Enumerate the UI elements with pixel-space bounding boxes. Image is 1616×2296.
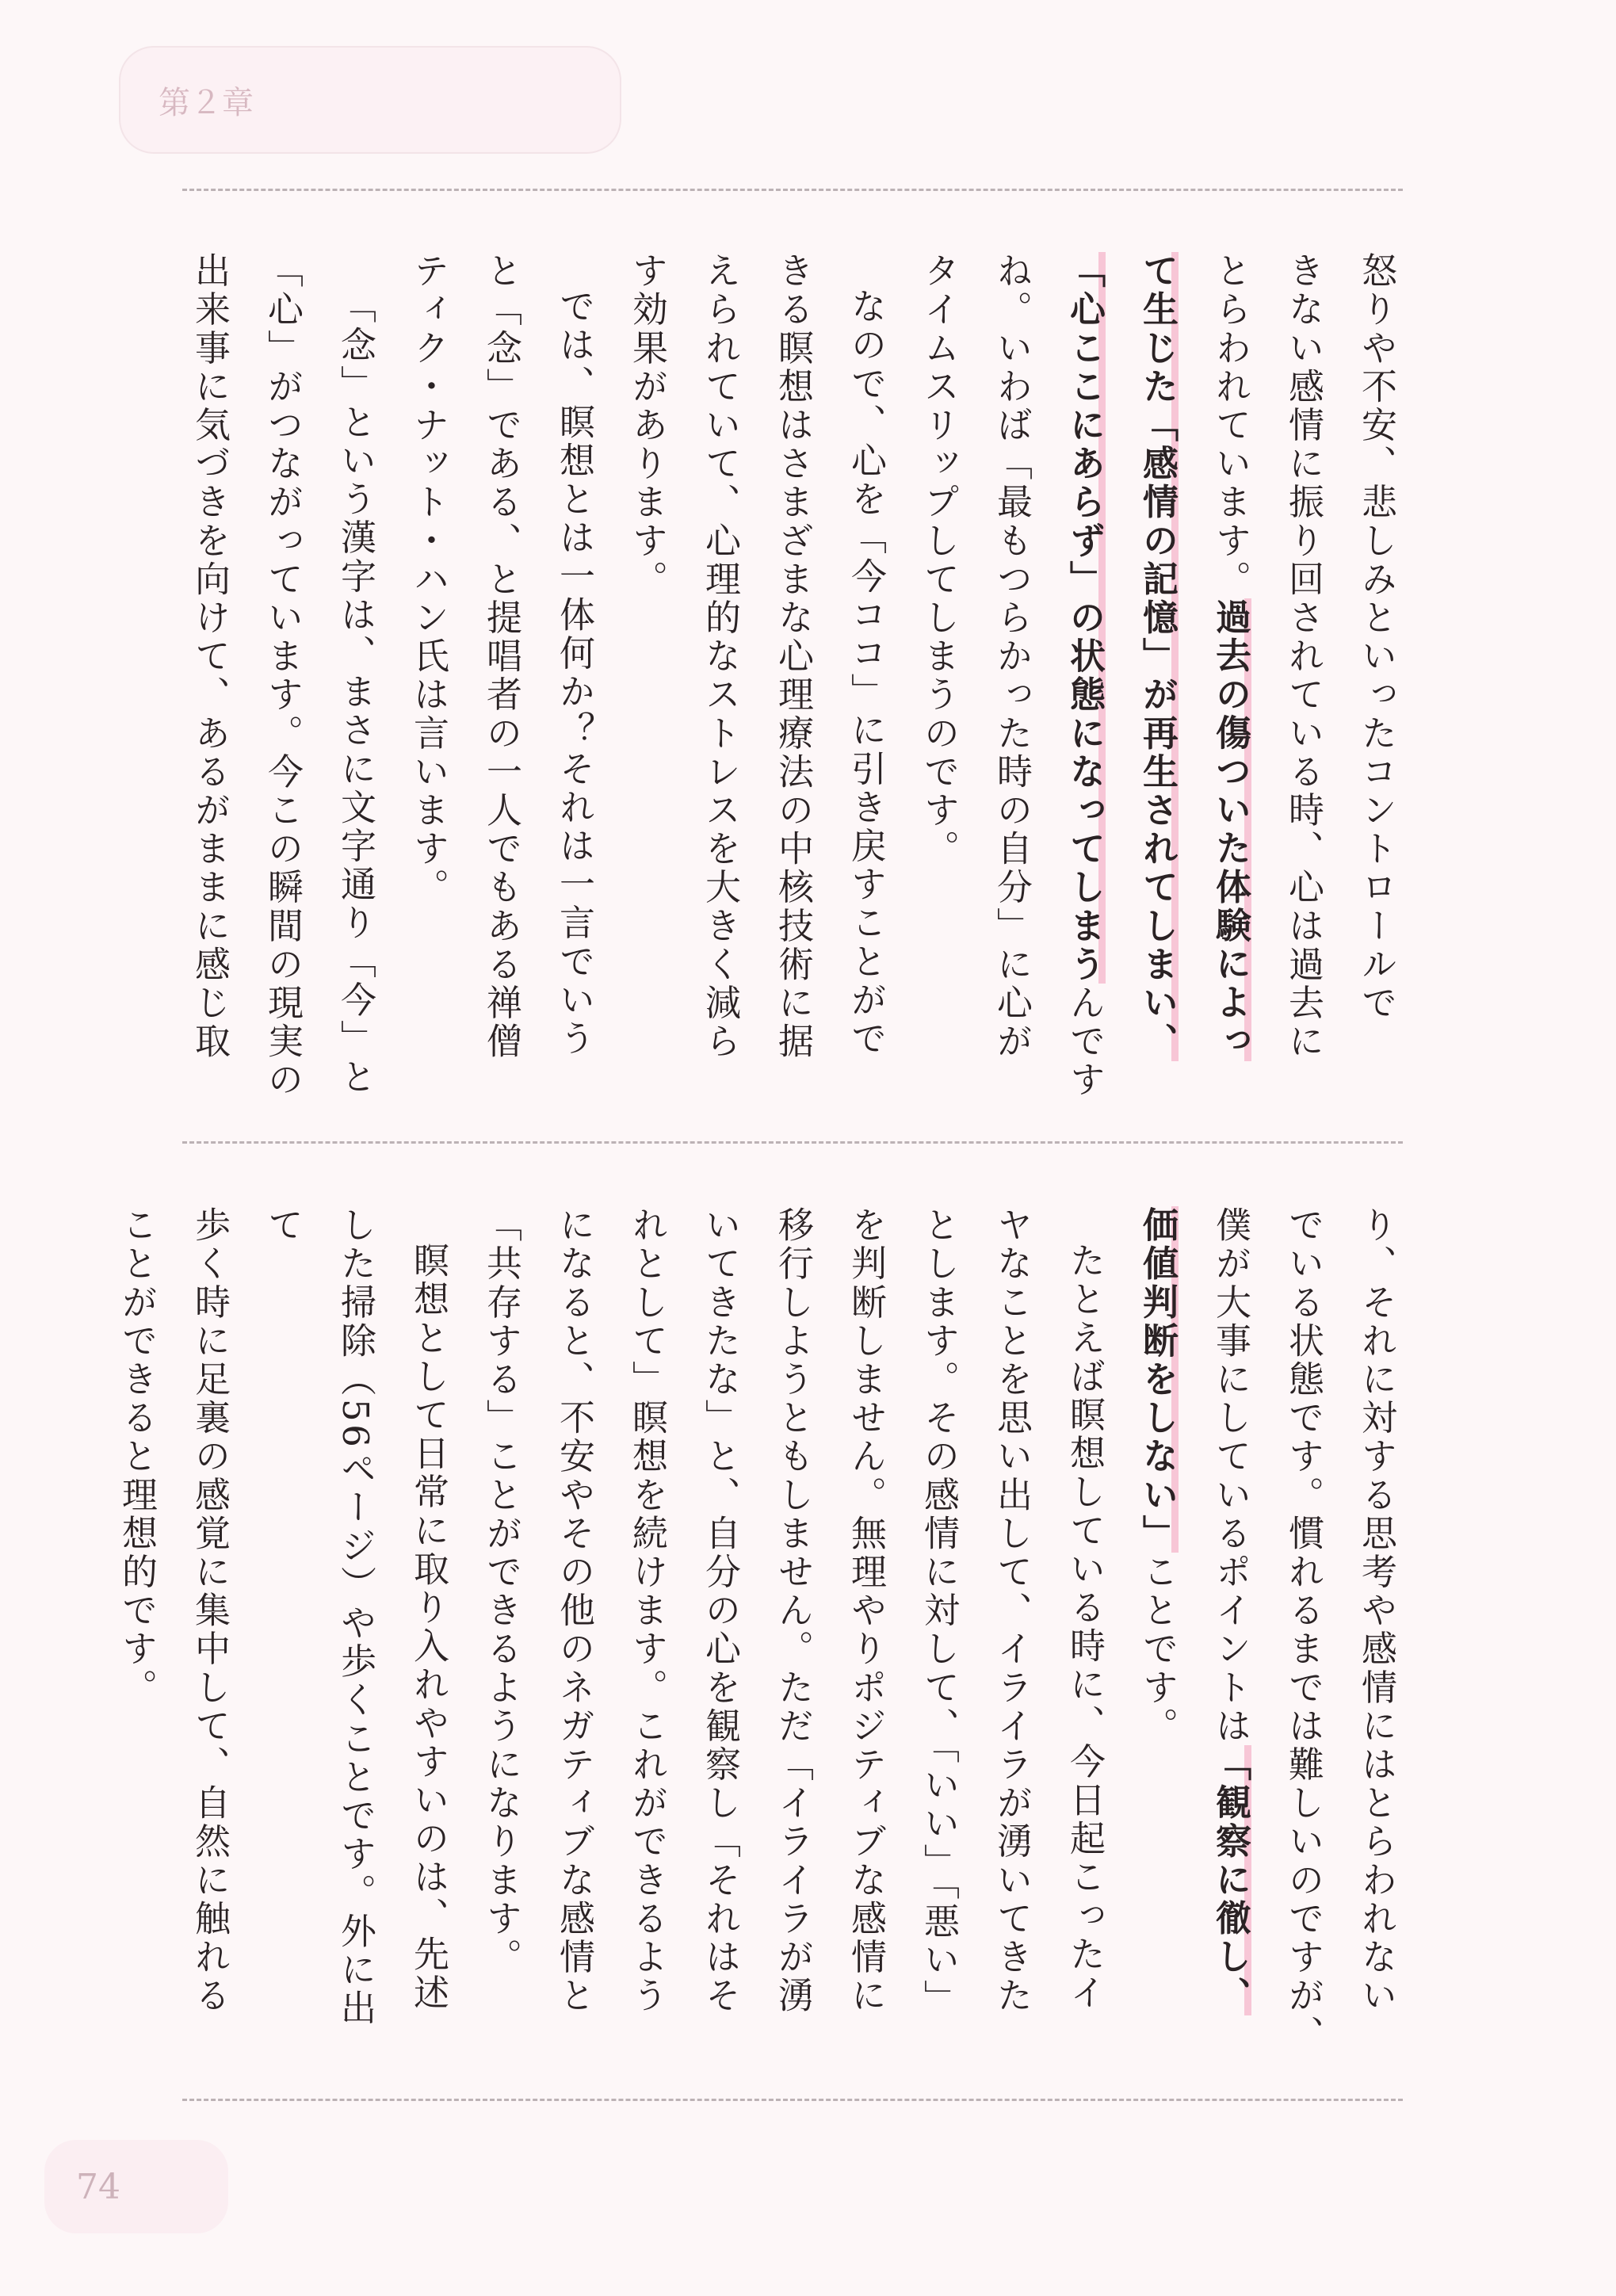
text-line xyxy=(173,252,246,1110)
dashed-divider-bottom xyxy=(182,2099,1403,2101)
text-segment: れとして」瞑想を続けます。これができるよう xyxy=(626,1206,668,2015)
dashed-divider-top xyxy=(182,189,1403,191)
text-segment: きる瞑想はさまざまな心理療法の中核技術に据 xyxy=(772,252,814,1061)
text-segment: タイムスリップしてしまうのです。 xyxy=(918,252,960,869)
text-segment: ヤなことを思い出して、イライラが湧いてきた xyxy=(991,1206,1033,2015)
text-line xyxy=(537,252,610,1110)
text-line xyxy=(1194,252,1266,1110)
text-line xyxy=(1339,252,1412,1110)
text-line xyxy=(1121,252,1194,1110)
text-segment: 怒りや不安、悲しみといったコントロールで xyxy=(1355,252,1397,1022)
text-line xyxy=(246,1206,392,2064)
text-line xyxy=(610,1206,683,2064)
text-segment: んです xyxy=(1064,984,1106,1100)
text-line xyxy=(392,1206,464,2064)
text-line xyxy=(1194,1206,1266,2064)
dashed-divider-middle xyxy=(182,1141,1403,1144)
text-line xyxy=(975,252,1048,1110)
text-segment: になると、不安やその他のネガティブな感情と xyxy=(553,1206,595,2015)
text-line xyxy=(1048,1206,1121,2064)
text-segment: ことです。 xyxy=(1137,1553,1179,1746)
text-segment: した掃除（56ページ）や歩くことです。外に出て xyxy=(262,1206,376,2028)
text-line xyxy=(902,1206,975,2064)
text-line xyxy=(756,252,829,1110)
text-line xyxy=(319,252,392,1110)
text-segment: 「共存する」ことができるようになります。 xyxy=(480,1206,522,1977)
text-line xyxy=(756,1206,829,2064)
text-segment: と「念」である、と提唱者の一人でもある禅僧 xyxy=(480,252,522,1061)
chapter-label: 第２章 xyxy=(159,85,254,121)
text-line xyxy=(1339,1206,1412,2064)
highlighted-phrase: 「観察に徹し、 xyxy=(1209,1745,1251,2015)
highlighted-phrase: 価値判断をしない」 xyxy=(1137,1206,1179,1553)
text-line xyxy=(173,1206,246,2064)
text-line xyxy=(1048,252,1121,1110)
text-line xyxy=(1121,1206,1194,2064)
text-segment: とします。その感情に対して、「いい」「悪い」 xyxy=(918,1206,960,2019)
page-number: 74 xyxy=(76,2167,120,2207)
text-line xyxy=(537,1206,610,2064)
text-segment: 僕が大事にしているポイントは xyxy=(1209,1206,1251,1746)
text-segment: ことができると理想的です。 xyxy=(116,1206,158,1707)
text-segment: を判断しません。無理やりポジティブな感情に xyxy=(845,1206,887,2015)
text-segment: でいる状態です。慣れるまでは難しいのですが、 xyxy=(1282,1206,1324,2054)
text-line xyxy=(902,252,975,1110)
highlighted-phrase: て生じた「感情の記憶」が再生されてしまい、 xyxy=(1137,252,1179,1061)
text-column-bottom xyxy=(116,1206,1412,2064)
text-segment: きない感情に振り回されている時、心は過去に xyxy=(1282,252,1324,1061)
text-segment: ティク・ナット・ハン氏は言います。 xyxy=(407,252,449,907)
text-line xyxy=(683,1206,756,2064)
text-segment: 出来事に気づきを向けて、あるがままに感じ取 xyxy=(189,252,231,1061)
text-line xyxy=(829,1206,902,2064)
text-line xyxy=(610,252,683,1110)
text-segment: なので、心を「今ココ」に引き戻すことがで xyxy=(845,288,887,1058)
text-line xyxy=(1266,1206,1339,2064)
text-line xyxy=(1266,252,1339,1110)
text-segment: ね。いわば「最もつらかった時の自分」に心が xyxy=(991,252,1033,1061)
text-segment: たとえば瞑想している時に、今日起こったイ xyxy=(1064,1242,1106,2012)
text-line xyxy=(683,252,756,1110)
text-segment: では、瞑想とは一体何か？それは一言でいう xyxy=(553,288,595,1058)
text-segment: 移行しようともしません。ただ「イライラが湧 xyxy=(772,1206,814,2015)
text-line xyxy=(392,252,464,1110)
text-segment: いてきたな」と、自分の心を観察し「それはそ xyxy=(699,1206,741,2015)
text-segment: す効果があります。 xyxy=(626,252,668,599)
highlighted-phrase: 過去の傷ついた体験によっ xyxy=(1209,598,1251,1061)
chapter-header-box xyxy=(119,46,621,154)
text-column-top xyxy=(173,252,1412,1110)
page-number-tab xyxy=(44,2140,228,2233)
text-segment: 「念」という漢字は、まさに文字通り「今」と xyxy=(334,288,376,1097)
text-segment: り、それに対する思考や感情にはとらわれない xyxy=(1355,1206,1397,2015)
text-line xyxy=(464,252,537,1110)
highlighted-phrase: 「心ここにあらず」の状態になってしまう xyxy=(1064,252,1106,984)
text-line xyxy=(246,252,319,1110)
text-line xyxy=(829,252,902,1110)
text-line xyxy=(975,1206,1048,2064)
text-segment: 歩く時に足裏の感覚に集中して、自然に触れる xyxy=(189,1206,231,2015)
text-line xyxy=(464,1206,537,2064)
text-line xyxy=(100,1206,173,2064)
text-segment: えられていて、心理的なストレスを大きく減ら xyxy=(699,252,741,1061)
text-segment: とらわれています。 xyxy=(1209,252,1251,599)
text-segment: 「心」がつながっています。今この瞬間の現実の xyxy=(262,252,304,1100)
text-segment: 瞑想として日常に取り入れやすいのは、先述 xyxy=(407,1242,449,2012)
